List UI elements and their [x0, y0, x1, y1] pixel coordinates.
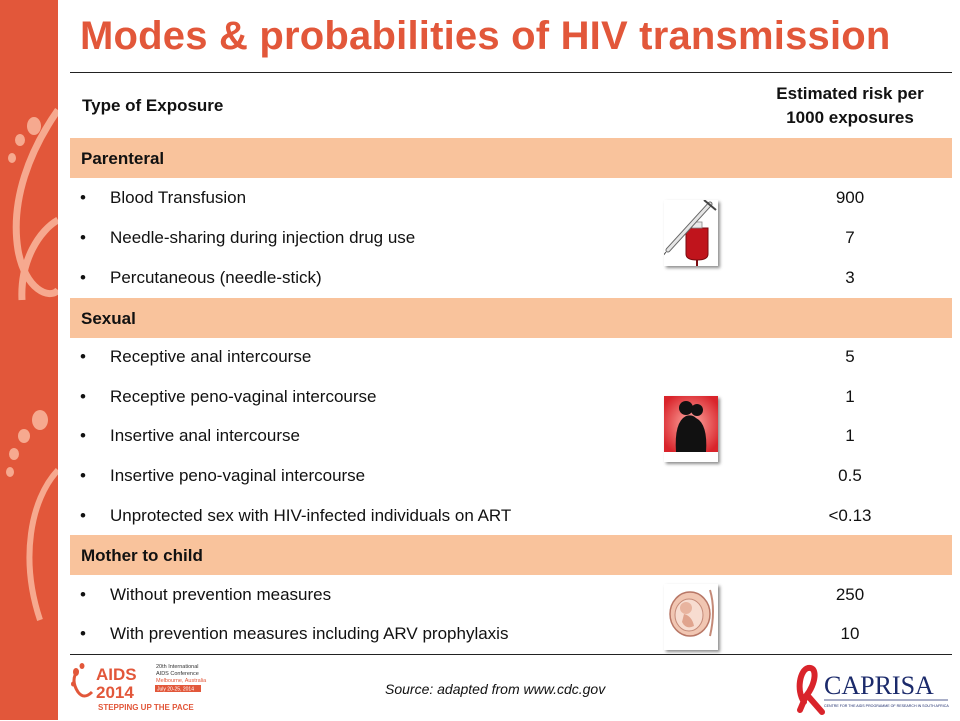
row-label: With prevention measures including ARV prophylaxis: [110, 624, 509, 643]
table-row: [70, 377, 952, 416]
red-ribbon-icon: [800, 668, 822, 712]
aids-logo-main: AIDS: [96, 665, 137, 684]
aids-logo-line3: Melbourne, Australia: [156, 678, 207, 684]
column-header-risk-line1: Estimated risk per: [776, 84, 924, 103]
table-row: [70, 218, 952, 257]
caprisa-tagline: CENTRE FOR THE AIDS PROGRAMME OF RESEARCH IN SOUTH AFRICA: [824, 704, 949, 708]
top-divider: [70, 72, 952, 73]
bullet: •: [80, 585, 86, 604]
caprisa-name: CAPRISA: [824, 671, 934, 700]
bullet: •: [80, 188, 86, 207]
column-header-risk-line2: 1000 exposures: [786, 108, 914, 127]
bullet: •: [80, 387, 86, 406]
row-value: 5: [845, 347, 855, 366]
table-row: [70, 416, 952, 455]
bottom-divider: [70, 654, 952, 655]
row-value: 0.5: [838, 466, 862, 485]
section-title: Sexual: [81, 309, 136, 328]
row-label: Unprotected sex with HIV-infected individuals on ART: [110, 506, 512, 525]
row-label: Receptive anal intercourse: [110, 347, 312, 366]
aids-2014-logo: [68, 660, 238, 716]
footprints-decoration-icon: [0, 0, 58, 720]
row-label: Percutaneous (needle-stick): [110, 268, 322, 287]
bullet: •: [80, 624, 86, 643]
aids-logo-line1: 20th International: [156, 664, 199, 670]
row-value: <0.13: [828, 506, 872, 525]
row-value: 900: [835, 188, 865, 207]
table-row: [70, 496, 952, 535]
bullet: •: [80, 466, 86, 485]
couple-silhouette-icon: [664, 396, 718, 462]
bullet: •: [80, 506, 86, 525]
section-sexual: [70, 298, 952, 338]
page-title: Modes & probabilities of HIV transmission: [80, 14, 891, 58]
section-mother-to-child: [70, 535, 952, 575]
row-label: Insertive peno-vaginal intercourse: [110, 466, 366, 485]
column-header-risk: [744, 82, 956, 130]
bullet: •: [80, 268, 86, 287]
section-title: Mother to child: [81, 546, 203, 565]
table-row: [70, 178, 952, 217]
table-row: [70, 575, 952, 614]
caprisa-logo: [792, 662, 952, 716]
section-parenteral: [70, 138, 952, 178]
table-row: [70, 337, 952, 376]
row-label: Blood Transfusion: [110, 188, 247, 207]
fetus-in-womb-icon: [664, 584, 718, 650]
aids-logo-tagline: STEPPING UP THE PACE: [98, 703, 194, 712]
row-value: 10: [840, 624, 860, 643]
syringe-blood-bag-icon: [664, 200, 718, 266]
row-value: 7: [845, 228, 855, 247]
aids-logo-year: 2014: [96, 683, 134, 702]
row-label: Without prevention measures: [110, 585, 332, 604]
table-row: [70, 614, 952, 653]
row-label: Insertive anal intercourse: [110, 426, 300, 445]
table-row: [70, 258, 952, 297]
row-value: 3: [845, 268, 855, 287]
row-label: Receptive peno-vaginal intercourse: [110, 387, 377, 406]
bullet: •: [80, 426, 86, 445]
aids-logo-dates: July 20-25, 2014: [157, 686, 194, 693]
row-value: 1: [845, 426, 855, 445]
sidebar-decoration: [0, 0, 58, 720]
row-label: Needle-sharing during injection drug use: [110, 228, 416, 247]
section-title: Parenteral: [81, 149, 165, 168]
column-header-type: Type of Exposure: [82, 96, 224, 115]
aids-logo-line2: AIDS Conference: [156, 671, 199, 677]
bullet: •: [80, 228, 86, 247]
table-row: [70, 456, 952, 495]
source-citation: Source: adapted from www.cdc.gov: [385, 681, 606, 697]
bullet: •: [80, 347, 86, 366]
row-value: 250: [835, 585, 865, 604]
row-value: 1: [845, 387, 855, 406]
